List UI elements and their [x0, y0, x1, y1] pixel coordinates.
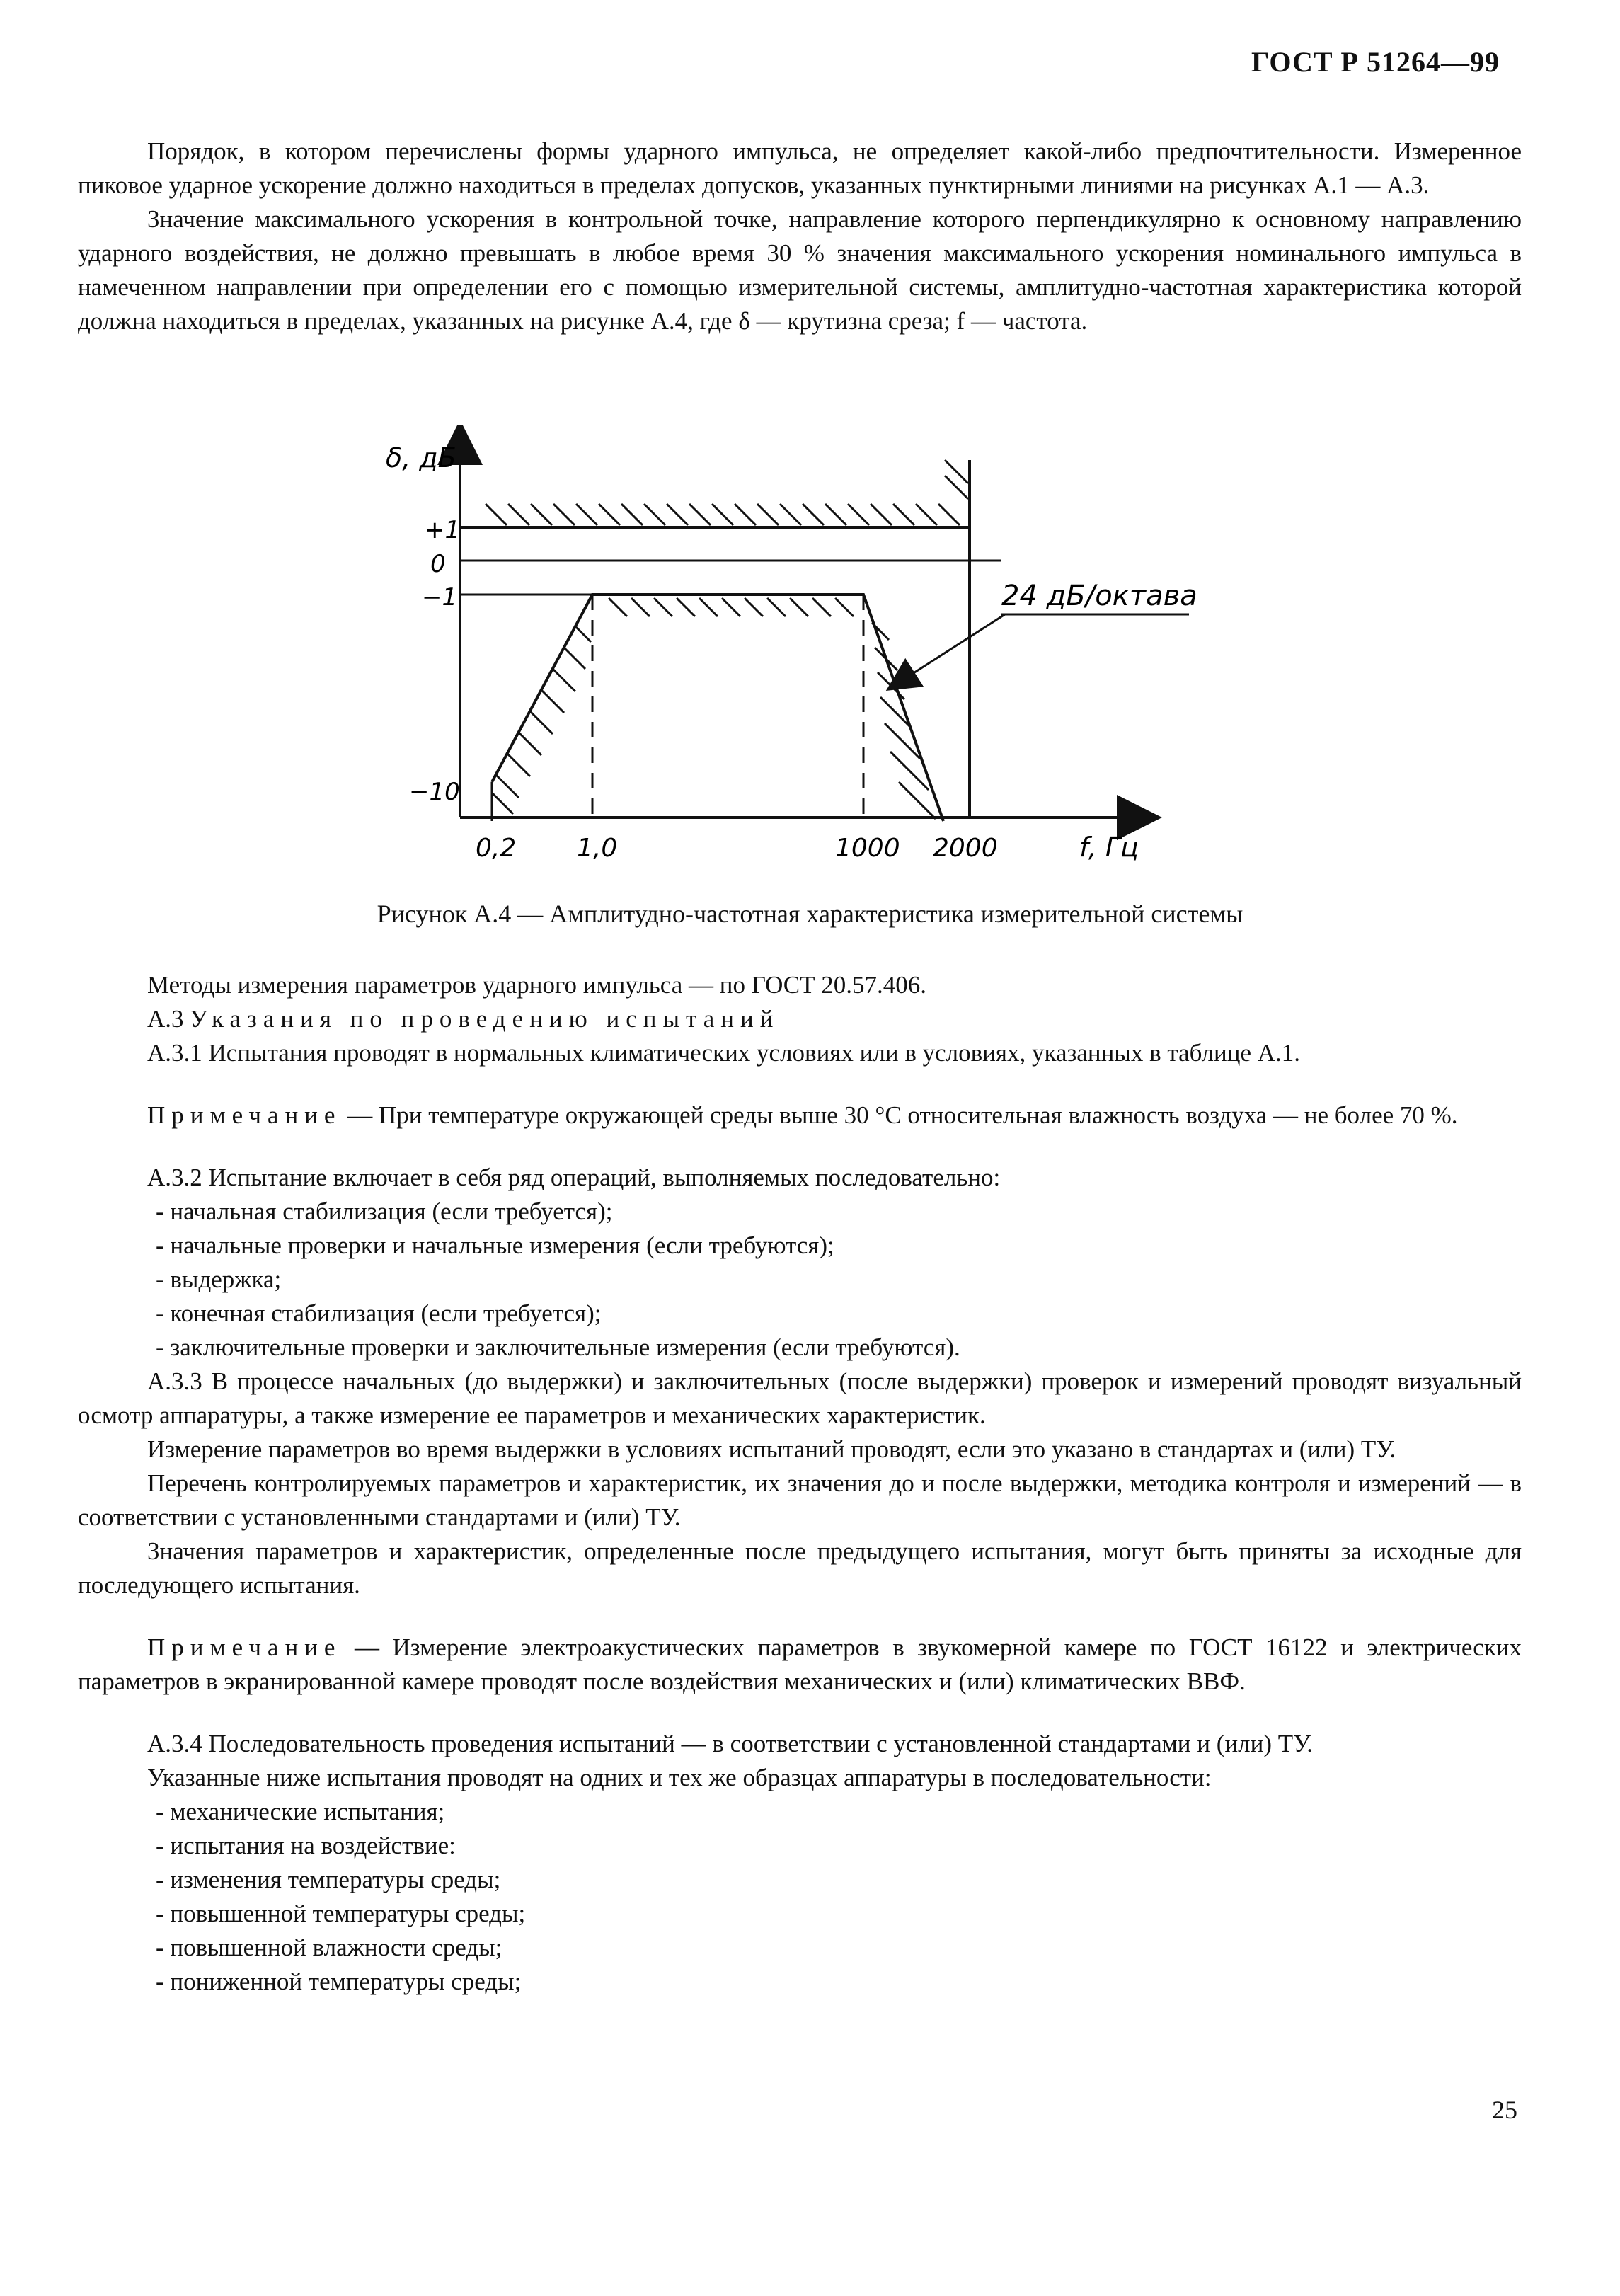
hatch-upper-limit — [486, 504, 960, 525]
intro-section — [78, 134, 1522, 338]
document-header: ГОСТ Р 51264—99 — [1251, 46, 1500, 78]
frequency-response-figure — [0, 425, 1620, 892]
hatch-plateau — [609, 598, 854, 616]
list-item: - повышенной температуры среды; — [156, 1900, 526, 1927]
y-tick-minus10: −10 — [409, 778, 460, 806]
x-tick-2000: 2000 — [933, 834, 998, 863]
hatch-right-slope — [872, 623, 936, 819]
slope-annotation: 24 дБ/октава — [1001, 580, 1197, 612]
methods-paragraph: Методы измерения параметров ударного импульса — по ГОСТ 20.57.406. — [147, 971, 927, 999]
paragraph-a33-2: Измерение параметров во время выдержки в условиях испытаний проводят, если это указано в стандартах и (или) ТУ. — [147, 1435, 1396, 1463]
list-item: - выдержка; — [156, 1265, 282, 1293]
y-tick-0: 0 — [430, 550, 446, 578]
paragraph-a34: А.3.4 Последовательность проведения испытаний — в соответствии с установленной стандартами и (или) ТУ. — [147, 1730, 1313, 1757]
paragraph-a33-4: Значения параметров и характеристик, определенные после предыдущего испытания, могут быть приняты за исходные для последующего испытания. — [78, 1537, 1522, 1599]
y-axis-label: δ, дБ — [386, 442, 456, 473]
note-1-label: Примечание — [147, 1101, 342, 1129]
list-item: - испытания на воздействие: — [156, 1832, 456, 1859]
section-a3-number: А.3 — [147, 1005, 184, 1033]
x-tick-0-2: 0,2 — [476, 834, 517, 863]
y-tick-plus1: +1 — [425, 516, 461, 544]
note-2-label: Примечание — [147, 1634, 342, 1661]
intro-paragraph-2: Значение максимального ускорения в контрольной точке, направление которого перпендикулярно к основному направлению ударного воздействия, не должно превышать в любое время 30 % значения максимального ускорения номинального импульса в намеченном направлении при определении его с помощью измерительной системы, амплитудно-частотная характеристика которой должна находиться в пределах, указанных на рисунке А.4, где δ — крутизна среза; f — частота. — [78, 205, 1522, 335]
paragraph-a32: А.3.2 Испытание включает в себя ряд операций, выполняемых последовательно: — [147, 1164, 1001, 1191]
list-item: - начальная стабилизация (если требуется); — [156, 1198, 613, 1225]
figure-caption: Рисунок А.4 — Амплитудно-частотная характеристика измерительной системы — [377, 900, 1243, 928]
x-tick-1-0: 1,0 — [577, 834, 618, 863]
list-item: - пониженной температуры среды; — [156, 1968, 522, 1995]
section-a3-heading — [78, 1002, 1522, 1036]
hatch-right-limit — [945, 460, 968, 499]
list-item: - изменения температуры среды; — [156, 1866, 501, 1893]
intro-paragraph-1: Порядок, в котором перечислены формы ударного импульса, не определяет какой-либо предпочтительности. Измеренное пиковое ударное ускорение должно находиться в пределах допусков, указанных пунктирными линиями на рисунках А.1 — А.3. — [78, 137, 1522, 199]
list-item: - заключительные проверки и заключительные измерения (если требуются). — [156, 1333, 960, 1361]
slope-pointer-line — [900, 614, 1005, 682]
list-item: - начальные проверки и начальные измерения (если требуются); — [156, 1232, 834, 1259]
body-section — [78, 968, 1522, 1999]
x-axis-label: f, Гц — [1079, 832, 1139, 863]
note-1-text: — При температуре окружающей среды выше 30 °С относительная влажность воздуха — не более 70 %. — [347, 1101, 1458, 1129]
x-tick-1000: 1000 — [835, 834, 900, 863]
paragraph-a33-3: Перечень контролируемых параметров и характеристик, их значения до и после выдержки, методика контроля и измерений — в соответствии с установленными стандартами и (или) ТУ. — [78, 1469, 1522, 1531]
page-number: 25 — [1492, 2096, 1517, 2124]
section-a3-title: Указания по проведению испытаний — [190, 1005, 780, 1033]
note-2 — [78, 1631, 1522, 1699]
note-1 — [78, 1098, 1522, 1132]
list-item: - повышенной влажности среды; — [156, 1934, 502, 1961]
paragraph-a33: А.3.3 В процессе начальных (до выдержки) и заключительных (после выдержки) проверок и измерений проводят визуальный осмотр аппаратуры, а также измерение ее параметров и механических характеристик. — [78, 1367, 1522, 1429]
paragraph-a31: А.3.1 Испытания проводят в нормальных климатических условиях или в условиях, указанных в таблице А.1. — [147, 1039, 1301, 1067]
note-2-text: — Измерение электроакустических параметров в звукомерной камере по ГОСТ 16122 и электрических параметров в экранированной камере проводят после воздействия механических и (или) климатических ВВФ. — [78, 1634, 1522, 1695]
list-item: - конечная стабилизация (если требуется); — [156, 1299, 602, 1327]
list-item: - механические испытания; — [156, 1798, 445, 1825]
hatch-left-slope — [492, 626, 591, 814]
y-tick-minus1: −1 — [422, 583, 458, 612]
paragraph-a34-2: Указанные ниже испытания проводят на одних и тех же образцах аппаратуры в последовательности: — [147, 1764, 1212, 1791]
